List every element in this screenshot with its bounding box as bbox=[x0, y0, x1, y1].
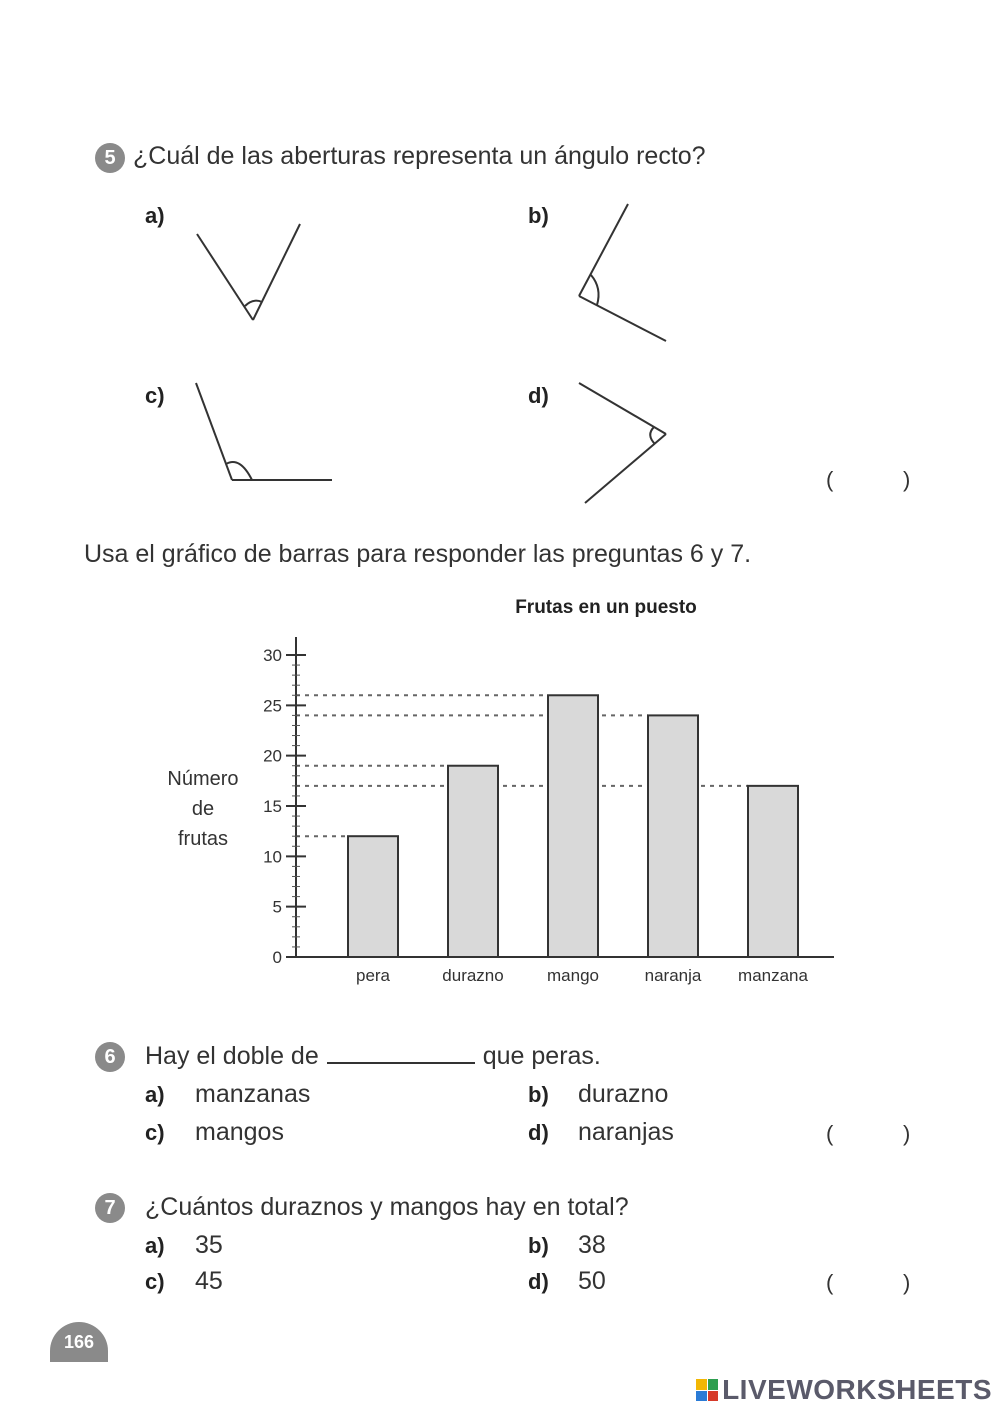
y-tick-label-20: 20 bbox=[263, 746, 282, 766]
q5-option-a-letter: a) bbox=[145, 203, 165, 228]
y-tick-label-0: 0 bbox=[272, 948, 282, 967]
y-tick-label-5: 5 bbox=[272, 897, 282, 917]
question-7-number: 7 bbox=[95, 1193, 125, 1223]
x-tick-label-naranja: naranja bbox=[644, 966, 702, 985]
q6-option-a-text: manzanas bbox=[195, 1080, 311, 1108]
chart-instruction: Usa el gráfico de barras para responder las preguntas 6 y 7. bbox=[84, 540, 752, 568]
question-6-number: 6 bbox=[95, 1042, 125, 1072]
y-tick-label-25: 25 bbox=[263, 696, 282, 716]
y-tick-label-30: 30 bbox=[263, 646, 282, 665]
q6-option-d-text: naranjas bbox=[578, 1118, 674, 1146]
x-tick-label-manzana: manzana bbox=[738, 966, 808, 985]
question-6-suffix: que peras. bbox=[482, 1042, 601, 1070]
question-5-number: 5 bbox=[95, 143, 125, 173]
q6-option-c-text: mangos bbox=[195, 1118, 284, 1146]
question-7-text: ¿Cuántos duraznos y mangos hay en total? bbox=[145, 1193, 629, 1221]
q7-option-a-text: 35 bbox=[195, 1231, 223, 1259]
q7-option-b-text: 38 bbox=[578, 1231, 606, 1259]
question-5-text: ¿Cuál de las aberturas representa un ángulo recto? bbox=[133, 142, 706, 170]
q6-option-d-letter: d) bbox=[528, 1120, 549, 1145]
bar-pera bbox=[348, 836, 398, 957]
y-tick-label-15: 15 bbox=[263, 797, 282, 816]
q7-option-a-letter: a) bbox=[145, 1233, 165, 1258]
x-tick-label-pera: pera bbox=[355, 966, 391, 985]
bar-durazno bbox=[448, 766, 498, 957]
q6-answer-box[interactable] bbox=[838, 1116, 900, 1150]
y-axis-label-line-1: Número bbox=[167, 768, 239, 790]
chart-title: Frutas en un puesto bbox=[515, 597, 697, 618]
page-number: 166 bbox=[50, 1322, 108, 1362]
q6-answer-open: ( bbox=[826, 1121, 834, 1146]
y-axis-label-line-3: frutas bbox=[177, 828, 229, 850]
q5-option-b-letter: b) bbox=[528, 203, 549, 228]
q5-answer-close: ) bbox=[903, 467, 911, 492]
question-6-prefix: Hay el doble de bbox=[145, 1042, 319, 1070]
q6-option-b-text: durazno bbox=[578, 1080, 669, 1108]
q5-option-c-letter: c) bbox=[145, 383, 165, 408]
q6-option-b-letter: b) bbox=[528, 1082, 549, 1107]
question-6-blank[interactable] bbox=[327, 1062, 475, 1064]
q7-option-c-letter: c) bbox=[145, 1269, 165, 1294]
q7-option-b-letter: b) bbox=[528, 1233, 549, 1258]
y-axis-label-line-2: de bbox=[191, 798, 215, 820]
q7-option-d-text: 50 bbox=[578, 1267, 606, 1295]
q7-option-c-text: 45 bbox=[195, 1267, 223, 1295]
q5-option-d-letter: d) bbox=[528, 383, 549, 408]
brand-watermark bbox=[696, 1374, 992, 1406]
question-6-text bbox=[145, 1042, 601, 1071]
q6-answer-close: ) bbox=[903, 1121, 911, 1146]
q7-option-d-letter: d) bbox=[528, 1269, 549, 1294]
q6-option-c-letter: c) bbox=[145, 1120, 165, 1145]
bar-mango bbox=[548, 695, 598, 957]
x-tick-label-mango: mango bbox=[547, 966, 599, 985]
bar-manzana bbox=[748, 786, 798, 957]
y-tick-label-10: 10 bbox=[263, 847, 282, 867]
q7-answer-open: ( bbox=[826, 1270, 834, 1295]
liveworksheets-logo-icon bbox=[696, 1379, 718, 1401]
q7-answer-box[interactable] bbox=[838, 1265, 900, 1299]
bar-naranja bbox=[648, 715, 698, 957]
q6-option-a-letter: a) bbox=[145, 1082, 165, 1107]
q7-answer-close: ) bbox=[903, 1270, 911, 1295]
brand-name: LIVEWORKSHEETS bbox=[722, 1374, 992, 1405]
q5-answer-open: ( bbox=[826, 467, 834, 492]
x-tick-label-durazno: durazno bbox=[442, 966, 504, 985]
